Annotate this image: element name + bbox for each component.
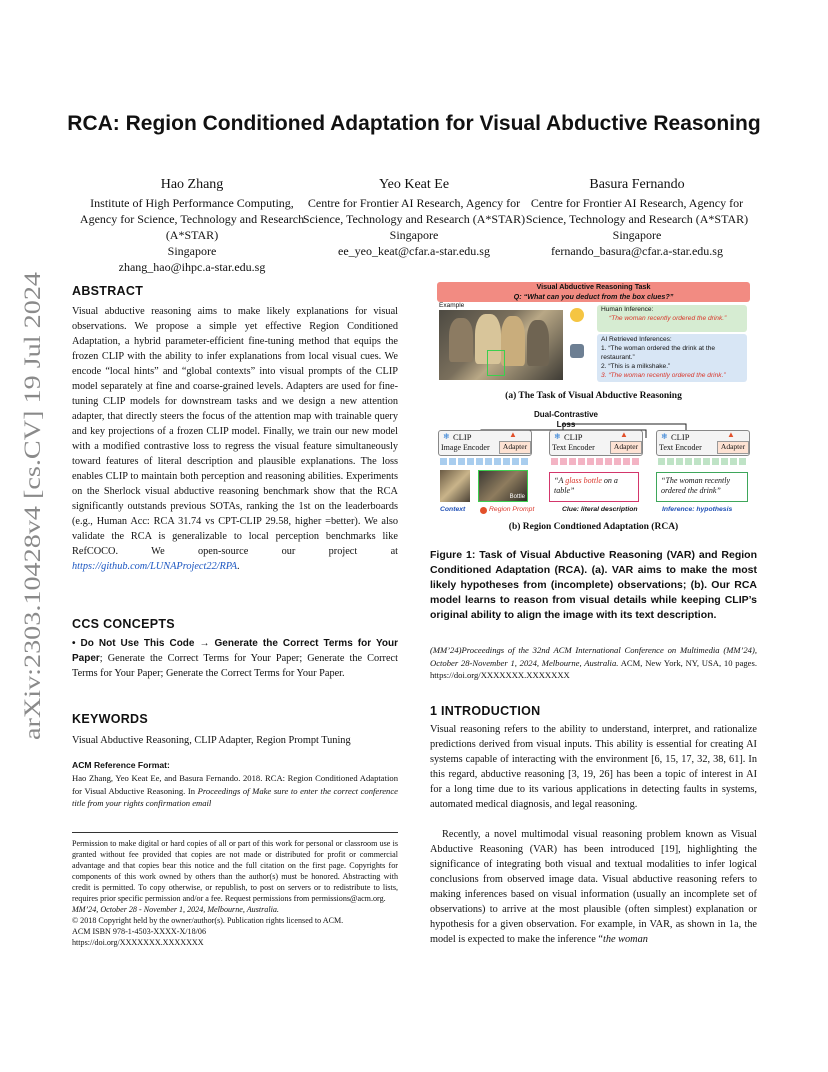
legend-context: Context — [440, 506, 466, 513]
human-label: Human Inference: — [601, 306, 654, 313]
clip-label: CLIP — [564, 432, 583, 442]
author-email[interactable]: zhang_hao@ihpc.a-star.edu.sg — [118, 260, 266, 274]
arxiv-stamp-text: arXiv:2303.10428v4 [cs.CV] 19 Jul 2024 — [20, 357, 45, 740]
clue-pre: “A — [554, 476, 566, 485]
author-affiliation: Institute of High Performance Computing, Agency for Science, Technology and Research (A*STAR) — [79, 196, 305, 242]
acm-ref-italic: Proceedings of Make sure to enter the correct conference title from your rights confirmation email — [72, 785, 398, 808]
ai-item-2: 2. “This is a milkshake.” — [601, 363, 671, 370]
encoder-name: Image Encoder — [441, 443, 490, 452]
subcaption-a: (a) The Task of Visual Abductive Reasoning — [505, 391, 682, 401]
example-label: Example — [439, 302, 465, 309]
legend-region: Region Prompt — [489, 506, 535, 513]
fire-icon: ▲ — [727, 430, 735, 439]
acm-ref-heading: ACM Reference Format: — [72, 760, 170, 770]
fire-icon: ▲ — [620, 430, 628, 439]
author-email[interactable]: ee_yeo_keat@cfar.a-star.edu.sg — [338, 244, 490, 258]
ai-item-3: 3. “The woman recently ordered the drink.” — [601, 372, 726, 379]
venue-italic: (MM’24)Proceedings of the 32nd ACM International Conference on Multimedia (MM’24), October 28-November 1, 2024, Melbourne, Australia. — [430, 645, 757, 668]
task-header — [437, 282, 750, 302]
author-block-3 — [522, 176, 752, 259]
ai-label: AI Retrieved Inferences: — [601, 336, 672, 343]
ccs-bullet: • Do Not Use This Code → Generate the Correct Terms for Your Paper — [72, 638, 398, 664]
encoder-name: Text Encoder — [659, 443, 702, 452]
clue-tokens — [551, 458, 641, 465]
author-name: Basura Fernando — [589, 177, 685, 192]
region-box — [487, 350, 505, 376]
adapter-label: Adapter — [499, 441, 531, 454]
intro-p2 — [430, 827, 757, 947]
venue-text — [430, 644, 757, 682]
permission-isbn: ACM ISBN 978-1-4503-XXXX-X/18/06 — [72, 927, 206, 936]
ccs-text — [72, 636, 398, 681]
abstract-end: . — [237, 561, 240, 572]
region-dot-icon — [480, 507, 487, 514]
paper-title: RCA: Region Conditioned Adaptation for Visual Abductive Reasoning — [67, 112, 761, 135]
venue-rest: ACM, New York, NY, USA, 10 pages. https://doi.org/XXXXXXX.XXXXXXX — [430, 657, 757, 680]
figure-b — [436, 408, 752, 518]
project-link[interactable]: https://github.com/LUNAProject22/RPA — [72, 561, 238, 572]
snowflake-icon: ❄ — [554, 432, 561, 441]
abstract-text — [72, 304, 398, 574]
legend-clue: Clue: literal description — [562, 506, 638, 513]
permission-copyright: © 2018 Copyright held by the owner/author(s). Publication rights licensed to ACM. — [72, 916, 344, 925]
ai-item-1: 1. “The woman ordered the drink at the restaurant.” — [601, 345, 715, 361]
clip-label: CLIP — [453, 432, 472, 442]
permission-text: Permission to make digital or hard copies of all or part of this work for personal or classroom use is granted without fee provided that copies are not made or distributed for profit or commercial advantage and that copies bear this notice and the full citation on the first page. Copyrights for components of this work owned by others than the author(s) must be honored. Abstracting with credit is permitted. To copy otherwise, or republish, to post on servers or to redistribute to lists, requires prior specific permission and/or a fee. Request permissions from permissions@acm.org. — [72, 839, 398, 903]
author-country: Singapore — [167, 244, 217, 258]
adapter-label: Adapter — [717, 441, 749, 454]
human-inference-box — [597, 305, 747, 332]
ccs-heading: CCS CONCEPTS — [72, 617, 175, 631]
intro-heading: 1 INTRODUCTION — [430, 704, 541, 718]
ai-inference-box — [597, 334, 747, 382]
encoder-name: Text Encoder — [552, 443, 595, 452]
text-encoder-box-1 — [549, 430, 643, 456]
fire-icon: ▲ — [509, 430, 517, 439]
task-title: Visual Abductive Reasoning Task — [536, 282, 651, 291]
figure-a — [437, 282, 750, 382]
author-country: Singapore — [389, 228, 439, 242]
adapter-label: Adapter — [610, 441, 642, 454]
ccs-rest: ; Generate the Correct Terms for Your Paper; Generate the Correct Terms for Your Paper; Generate the Correct Terms for Your Paper. — [72, 653, 398, 679]
snowflake-icon: ❄ — [661, 432, 668, 441]
acm-ref-text — [72, 772, 398, 810]
inference-tokens — [658, 458, 748, 465]
loss-label: Dual-Contrastive Loss — [533, 410, 598, 429]
text-encoder-box-2 — [656, 430, 750, 456]
clue-highlight: glass bottle — [565, 476, 602, 485]
arxiv-stamp[interactable] — [16, 268, 46, 742]
human-text: “The woman recently ordered the drink.” — [609, 314, 727, 322]
clip-label: CLIP — [671, 432, 690, 442]
image-tokens — [440, 458, 530, 465]
permission-doi[interactable]: https://doi.org/XXXXXXX.XXXXXXX — [72, 938, 204, 947]
author-block-1 — [77, 176, 307, 275]
figure-caption: Figure 1: Task of Visual Abductive Reasoning (VAR) and Region Conditioned Adaptation (RCA). (a). VAR aims to make the most likely hypotheses from (incomplete) observations; (b). Our RCA model learns to reason from visual details while keeping CLIP’s original ability to align the image with its text description. — [430, 549, 757, 621]
author-affiliation: Centre for Frontier AI Research, Agency for Science, Technology and Research (A*STAR) — [302, 196, 526, 226]
human-avatar-icon — [570, 308, 584, 322]
abstract-body: Visual abductive reasoning aims to make likely explanations for visual observations. We propose a simple yet effective Region Conditioned Adaptation, a hybrid parameter-efficient fine-tuning method that equips the frozen CLIP with the ability to infer explanations from local visual cues. We encode “local hints” and “global contexts” into visual prompts of the CLIP model separately at fine and coarse-grained levels. Adapters are used for fine-tuning CLIP models for downstream tasks and we design a new attention adapter, that directly steers the focus of the attention map with trainable query and key projections of a frozen CLIP model. Finally, we train our new model with a modified contrastive loss to regress the visual feature simultaneously toward features of literal description and plausible explanations. The loss enables CLIP to maintain both perception and reasoning abilities. Experiments on the Sherlock visual abductive reasoning benchmark show that the RCA significantly outstands previous SOTAs, ranking the 1st on the leaderboards (e.g., Human Acc: RCA 31.74 vs CPT-CLIP 29.58, higher =better). We also validate the RCA is generalizable to local perception benchmarks like RefCOCO. We open-source our project at — [72, 306, 398, 557]
robot-avatar-icon — [570, 344, 584, 358]
bottle-tag: Bottle — [509, 494, 525, 500]
author-country: Singapore — [612, 228, 662, 242]
keywords-heading: KEYWORDS — [72, 712, 149, 726]
abstract-heading: ABSTRACT — [72, 284, 144, 298]
clue-post: on a table” — [554, 476, 618, 495]
author-block-2 — [299, 176, 529, 259]
author-name: Hao Zhang — [160, 177, 224, 192]
author-affiliation: Centre for Frontier AI Research, Agency for Science, Technology and Research (A*STAR) — [525, 196, 749, 226]
permission-conf: MM’24, October 28 - November 1, 2024, Melbourne, Australia. — [72, 905, 279, 914]
image-encoder-box — [438, 430, 532, 456]
permission-block — [72, 838, 398, 948]
region-image — [478, 470, 528, 502]
task-question: Q: “What can you deduct from the box clues?” — [513, 291, 674, 301]
intro-p1: Visual reasoning refers to the ability to understand, interpret, and rationalize predictions derived from visual inputs. This ability is essential for creating AI systems capable of interacting with the environment [6, 15, 17, 32, 38, 61]. In this regard, abductive reasoning [3, 19, 26] has been a topic of interest in AI for a long time due to its various applications in detecting faults in systems, automated medical diagnosis, and legal reasoning. — [430, 724, 757, 810]
subcaption-b: (b) Region Condtioned Adaptation (RCA) — [508, 522, 679, 532]
author-name: Yeo Keat Ee — [378, 177, 450, 192]
footnote-divider — [72, 832, 398, 833]
intro-p2-text: Recently, a novel multimodal visual reasoning problem known as Visual Abductive Reasoning (VAR) has been introduced [19], highlighting the significance of integrating both visual and textual modalities to infer logical conclusions from observed image data. Visual abductive reasoning refers to making inferences based on visual information (usually an incomplete set of observations) to arrive at the most plausible (often simplest) explanation or hypothesis for a given observation. For example, in VAR, as shown in 1a, the model is expected to make the inference “ — [430, 829, 757, 945]
clue-text-box — [549, 472, 639, 502]
intro-p2-italic: the woman — [602, 934, 648, 945]
example-image — [439, 310, 563, 380]
author-email[interactable]: fernando_basura@cfar.a-star.edu.sg — [551, 244, 723, 258]
hypothesis-text-box: “The woman recently ordered the drink” — [656, 472, 748, 502]
acm-ref-body: Hao Zhang, Yeo Keat Ee, and Basura Fernando. 2018. RCA: Region Conditioned Adaptation for Visual Abductive Reasoning. In — [72, 773, 398, 796]
snowflake-icon: ❄ — [443, 432, 450, 441]
legend-inference: Inference: hypothesis — [662, 506, 733, 513]
context-image — [440, 470, 470, 502]
keywords-text: Visual Abductive Reasoning, CLIP Adapter, Region Prompt Tuning — [72, 735, 351, 746]
